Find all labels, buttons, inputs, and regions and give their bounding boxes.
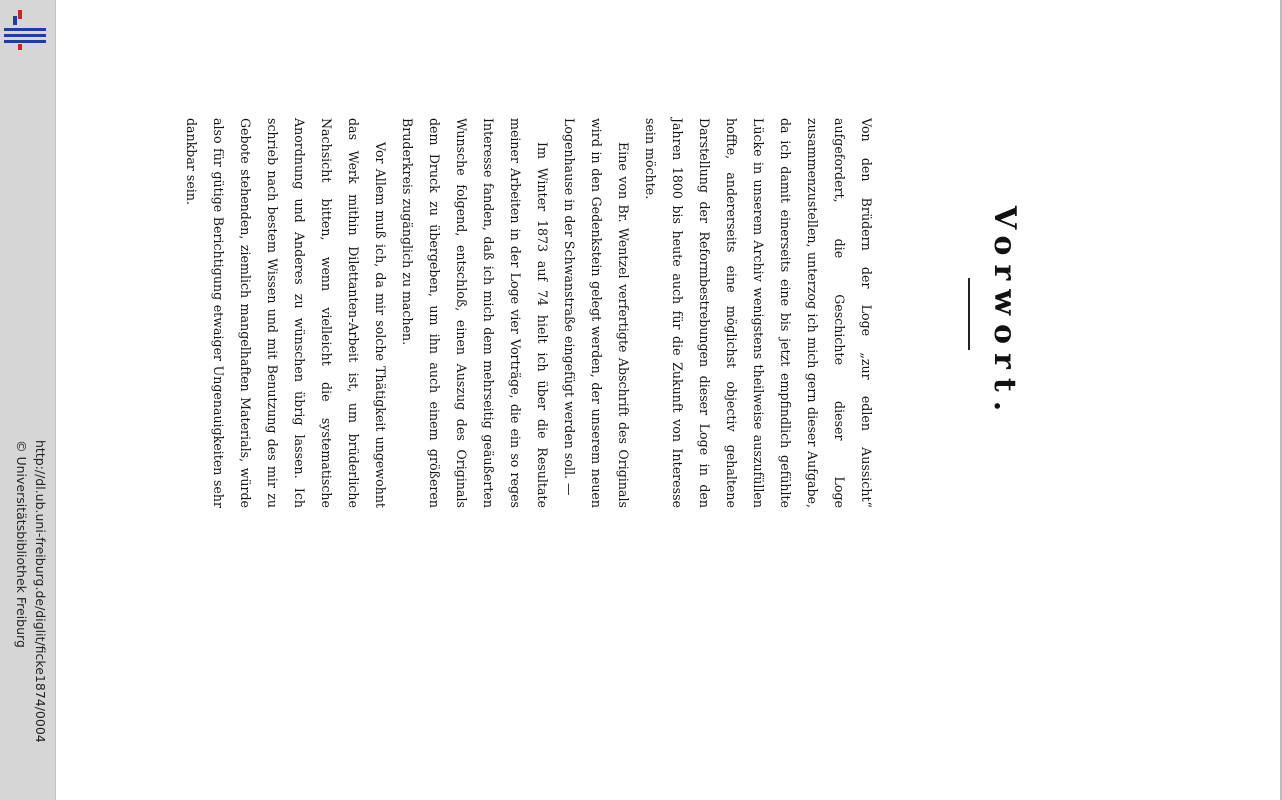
paragraph-1: Von den Brüdern der Loge „zur edlen Aussicht“ aufgefordert, die Geschichte dieser Loge zusammenzustellen, unterzog ich mich gern dieser Aufgabe, da ich damit einerseits eine bis jetzt empfindlich gefühlte Lücke in unserem Archiv wenigstens theilweise auszufüllen hoffte, andererseits eine möglichst objectiv gehaltene Darstellung der Reformbestrebungen dieser Loge in den Jahren 1800 bis heute auch für die Zukunft von Interesse sein möchte. [643, 118, 874, 508]
scanned-page [184, 118, 1040, 508]
document-url[interactable]: http://dl.ub.uni-freiburg.de/diglit/ficke1874/0004 [33, 440, 48, 743]
copyright-notice: © Universitätsbibliothek Freiburg [14, 440, 29, 648]
paragraph-2: Eine von Br. Wentzel verfertigte Abschrift des Originals wird in den Gedenkstein gelegt werden, der unserem neuen Logenhause in der Schwanstraße eingefügt werden soll. — [562, 118, 631, 508]
heading-block [920, 118, 1040, 508]
paragraph-3: Im Winter 1873 auf 74 hielt ich über die Resultate meiner Arbeiten in der Loge vier Vorträge, die ein so reges Interesse fanden, daß ich mich dem mehrseitig geäußerten Wunsche folgend, entschloß, einen Auszug des Originals dem Druck zu übergeben, um ihn auch einem größeren Bruderkreis zugänglich zu machen. [400, 118, 550, 508]
title-rule [968, 278, 970, 350]
body-text [178, 118, 880, 508]
left-sidebar [0, 0, 56, 800]
paragraph-4: Vor Allem muß ich, da mir solche Thätigkeit ungewohnt das Werk mithin Dilettanten-Arbeit ist, um brüderliche Nachsicht bitten, wenn vielleicht die systematische Anordnung und Anderes zu wünschen übrig lassen. Ich schrieb nach bestem Wissen und mit Benutzung des mir zu Gebote stehenden, ziemlich mangelhaften Materials, würde also für gütige Berichtigung etwaiger Ungenauigkeiten sehr dankbar sein. [184, 118, 388, 508]
page-title: Vorwort. [987, 205, 1022, 421]
page-content-rotated [184, 118, 1040, 508]
uni-freiburg-logo-icon[interactable] [4, 8, 46, 50]
